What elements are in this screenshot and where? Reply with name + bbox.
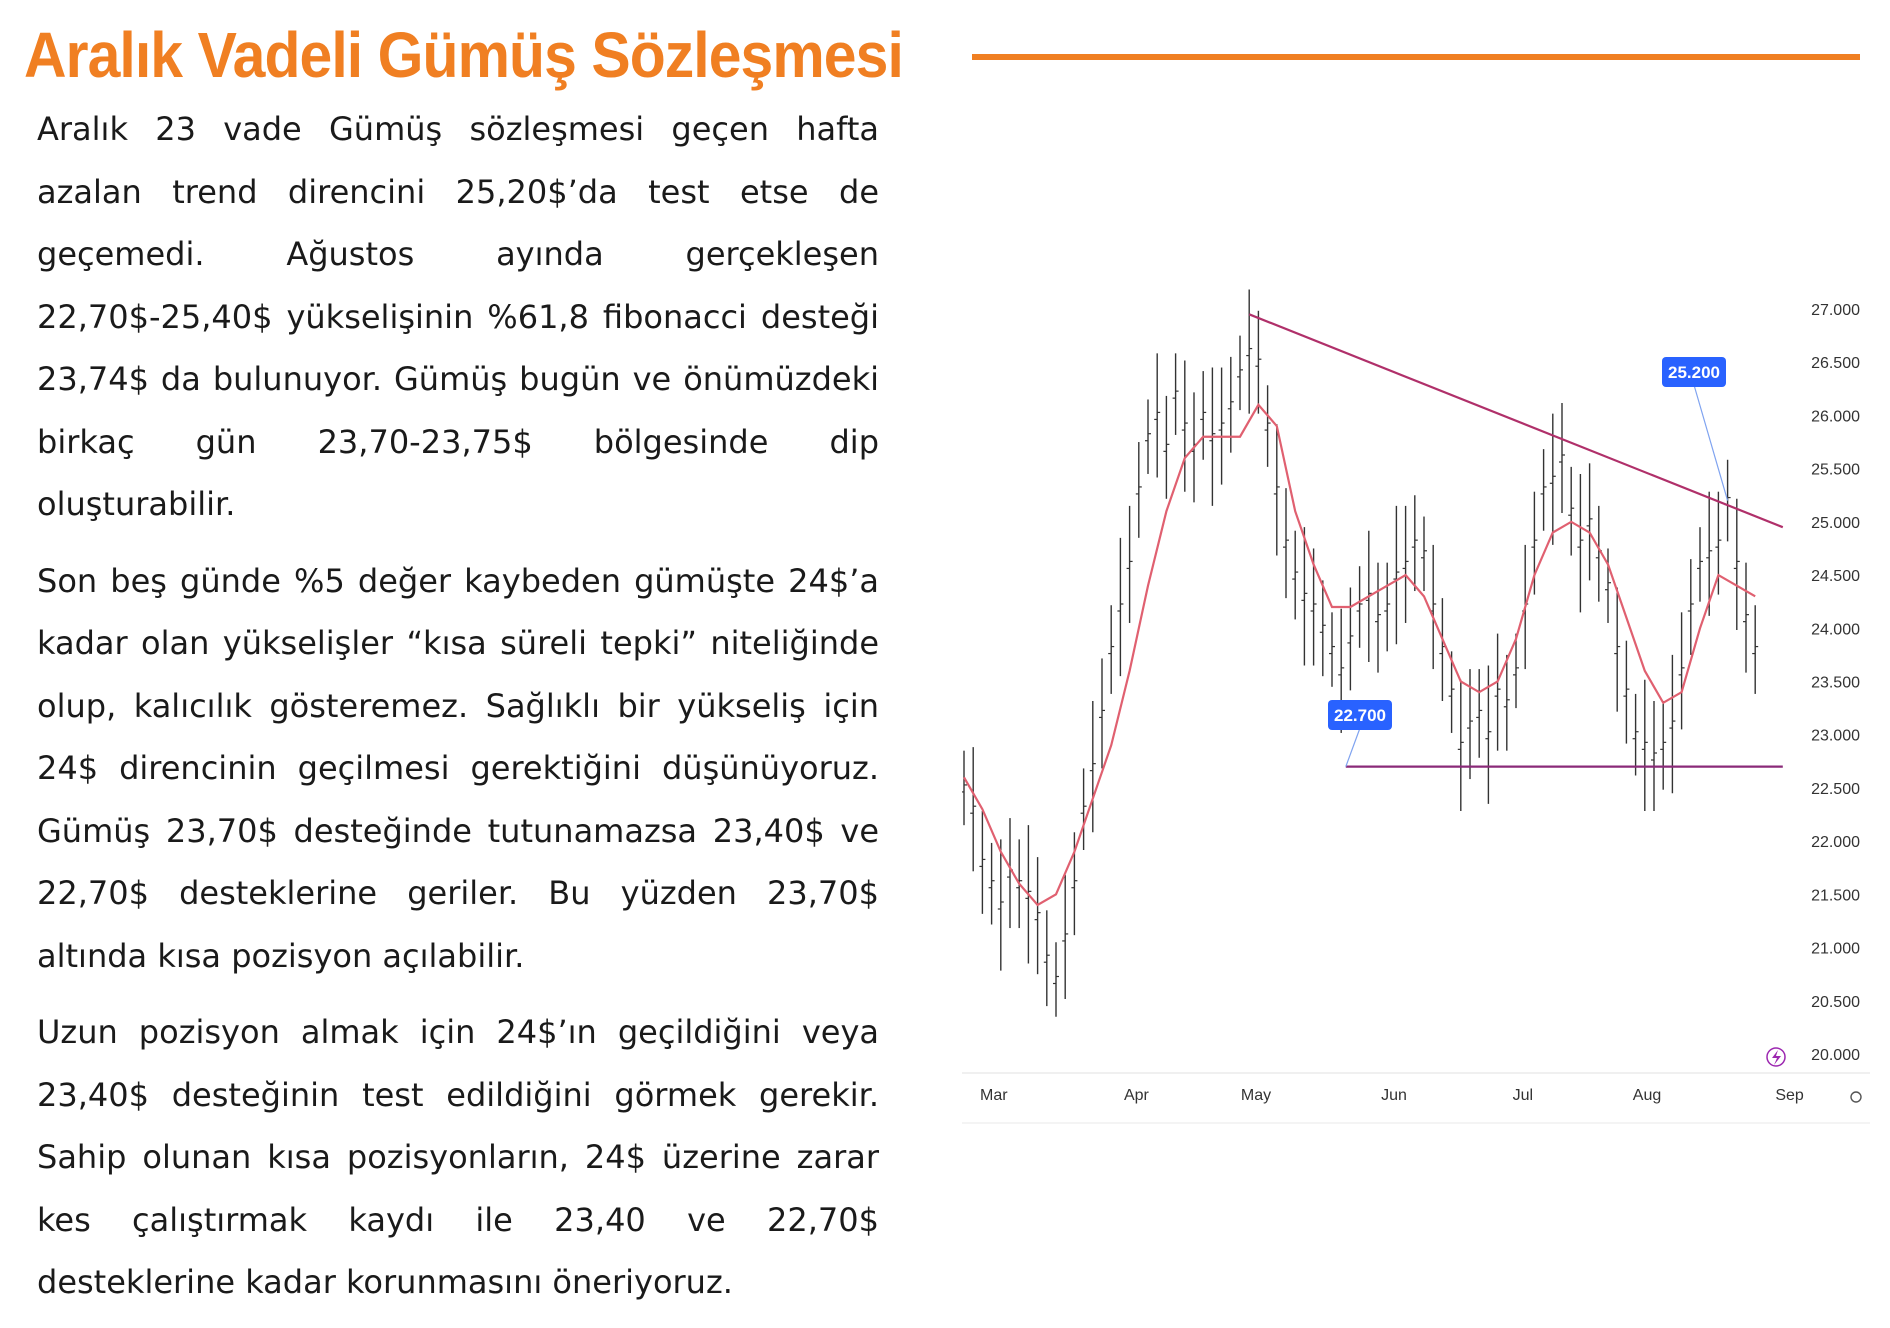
y-tick-label: 23.500 [1811, 674, 1860, 692]
paragraph-2: Son beş günde %5 değer kaybeden gümüşte 24$’a kadar olan yükselişler “kısa süreli tepki” niteliğinde olup, kalıcılık gösteremez. Sağlıklı bir yükseliş için 24$ direncinin geçilmesi gerektiğini düşünüyoruz. Gümüş 23,70$ desteğinde tutunamazsa 23,40$ ve 22,70$ desteklerine geriler. Bu yüzden 23,70$ altında kısa pozisyon açılabilir. [37, 561, 879, 975]
title-rule [972, 54, 1860, 60]
lines-group [964, 314, 1783, 905]
x-tick-label: Jul [1512, 1087, 1534, 1104]
y-tick-label: 21.000 [1811, 940, 1860, 958]
annotation-leader [1346, 728, 1360, 767]
silver-price-chart [962, 285, 1870, 1145]
y-tick-label: 20.500 [1811, 993, 1860, 1011]
moving-average-line [964, 405, 1755, 905]
x-tick-label: Apr [1123, 1087, 1149, 1104]
paragraph-1: Aralık 23 vade Gümüş sözleşmesi geçen hafta azalan trend direncini 25,20$’da test etse de geçemedi. Ağustos ayında gerçekleşen 22,70$-25,40$ yükselişinin %61,8 fibonacci desteği 23,74$ da bulunuyor. Gümüş bugün ve önümüzdeki birkaç gün 23,70-23,75$ bölgesinde dip oluşturabilir. [37, 110, 879, 523]
x-tick-label: May [1240, 1087, 1272, 1104]
y-tick-label: 22.500 [1811, 780, 1860, 798]
annotation-label: 25.200 [1668, 363, 1720, 382]
y-tick-label: 25.500 [1811, 461, 1860, 479]
y-tick-label: 21.500 [1811, 887, 1860, 905]
annotation-label: 22.700 [1334, 706, 1386, 725]
lightning-icon-bolt [1772, 1050, 1781, 1065]
settings-icon [1851, 1092, 1861, 1102]
y-tick-label: 27.000 [1811, 302, 1860, 319]
page-title: Aralık Vadeli Gümüş Sözleşmesi [24, 19, 903, 91]
paragraph-3: Uzun pozisyon almak için 24$’ın geçildiğini veya 23,40$ desteğinin test edildiğini görmek gerekir. Sahip olunan kısa pozisyonların, 24$ üzerine zarar kes çalıştırmak kaydı ile 23,40 ve 22,70$ desteklerine kadar korunmasını öneriyoruz. [37, 1013, 879, 1301]
annotation-leader [1694, 385, 1728, 501]
y-tick-label: 24.000 [1811, 621, 1860, 639]
y-tick-label: 24.500 [1811, 568, 1860, 586]
x-tick-label: Sep [1775, 1087, 1804, 1104]
y-tick-label: 23.000 [1811, 727, 1860, 745]
y-tick-label: 20.000 [1811, 1047, 1860, 1064]
y-tick-label: 22.000 [1811, 834, 1860, 852]
y-tick-label: 26.000 [1811, 408, 1860, 426]
trendline-resistance [1249, 314, 1783, 527]
y-tick-label: 25.000 [1811, 514, 1860, 532]
annotations-group [1328, 357, 1728, 767]
y-axis [1811, 302, 1860, 1064]
x-axis [962, 1073, 1870, 1123]
x-tick-label: Mar [980, 1087, 1008, 1104]
y-tick-label: 26.500 [1811, 355, 1860, 373]
x-tick-label: Jun [1381, 1087, 1407, 1104]
chart-canvas [962, 285, 1870, 1145]
article-body [37, 98, 879, 1328]
x-tick-label: Aug [1632, 1087, 1662, 1104]
